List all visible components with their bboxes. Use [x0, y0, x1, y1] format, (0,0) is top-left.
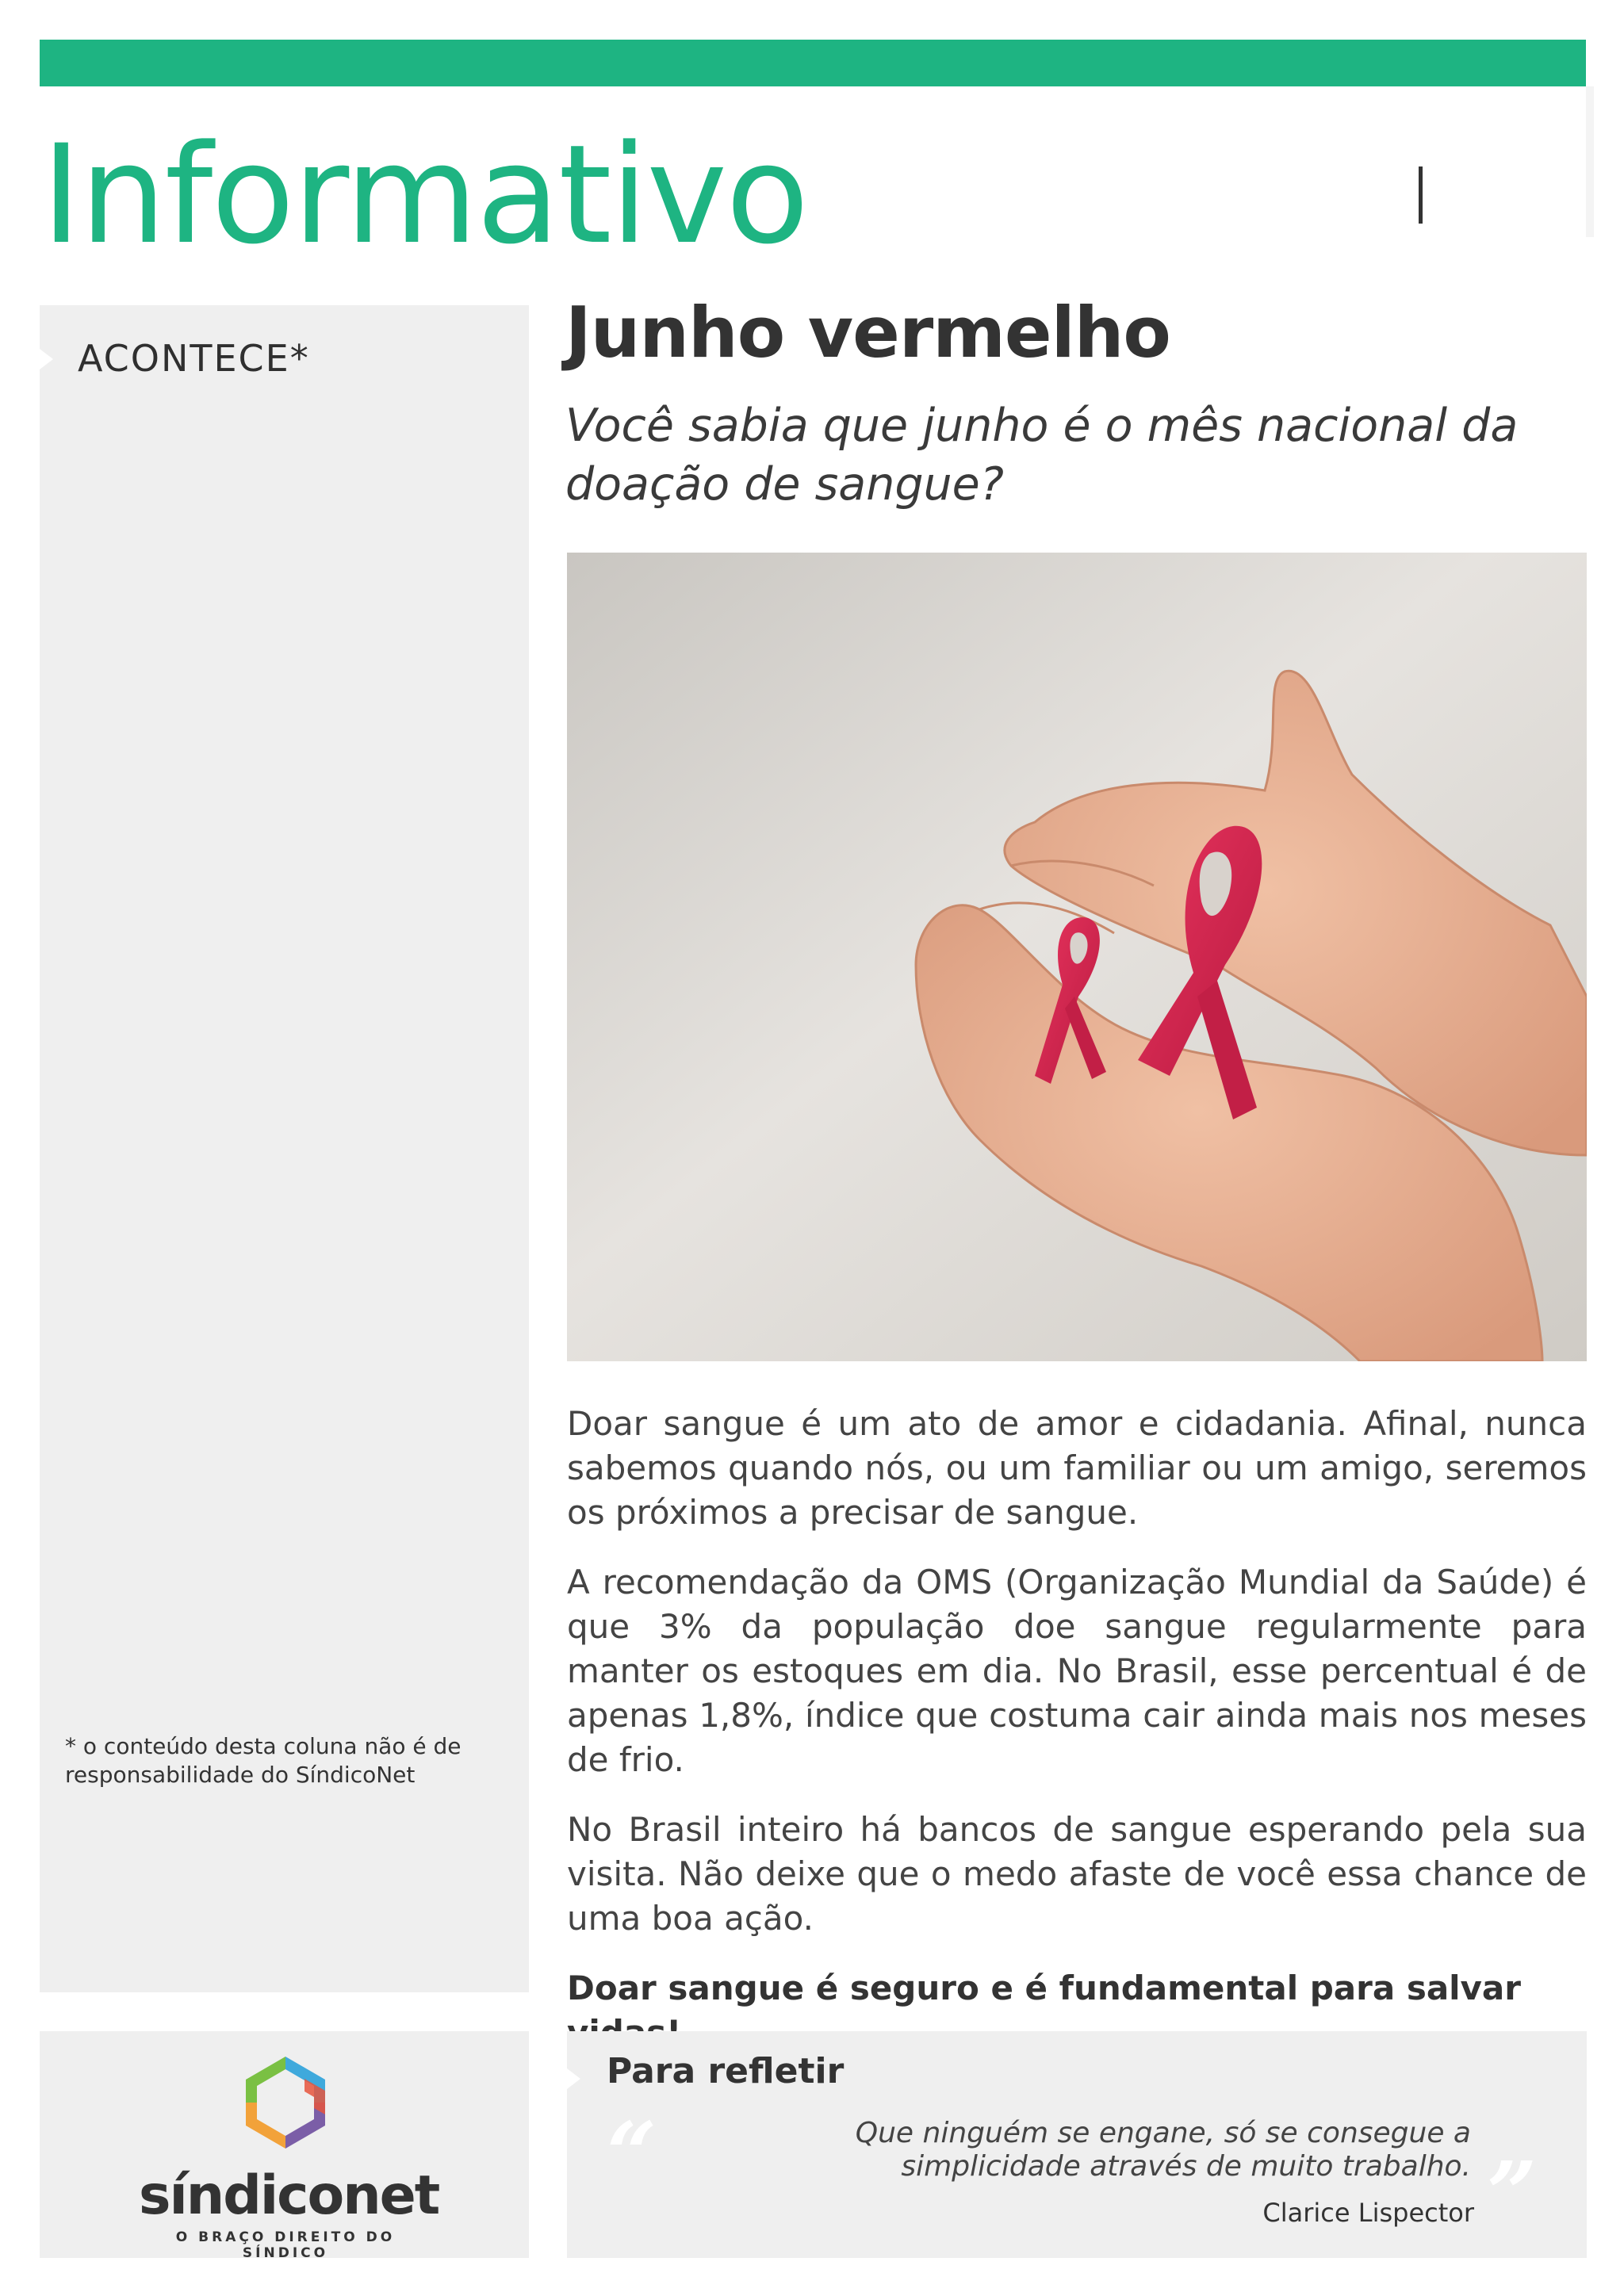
article-paragraph: No Brasil inteiro há bancos de sangue esperando pela sua visita. Não deixe que o medo afaste de você essa chance de uma boa ação.: [567, 1810, 1587, 1938]
section-marker-icon: [567, 2068, 580, 2089]
article-paragraph: Doar sangue é um ato de amor e cidadania. Afinal, nunca sabemos quando nós, ou um familiar ou um amigo, seremos os próximos a precisar de sangue.: [567, 1404, 1587, 1532]
article-body: [567, 1402, 1587, 2080]
sidebar-acontece: [40, 305, 529, 1992]
header-side-strip: [1586, 86, 1594, 237]
header-accent-bar: [40, 40, 1586, 86]
brand-tagline: O BRAÇO DIREITO DO SÍNDICO: [175, 2229, 396, 2261]
edition-divider: [1419, 166, 1423, 224]
article-subtitle: Você sabia que junho é o mês nacional da doação de sangue?: [565, 400, 1519, 511]
sidebar-title: ACONTECE*: [78, 337, 310, 380]
close-quote-icon: ”: [1487, 2142, 1538, 2244]
quote-heading: Para refletir: [607, 2051, 845, 2091]
brand-logo-box: [40, 2031, 529, 2261]
quote-text: Que ninguém se engane, só se consegue a simplicidade através de muito trabalho.: [855, 2117, 1471, 2183]
section-marker-icon: [40, 349, 53, 369]
article-title: Junho vermelho: [565, 292, 1170, 373]
quote-author: Clarice Lispector: [1262, 2198, 1474, 2228]
open-quote-icon: “: [607, 2103, 657, 2205]
brand-name: síndiconet: [139, 2164, 439, 2227]
article-paragraph: A recomendação da OMS (Organização Mundial da Saúde) é que 3% da população doe sangue regularmente para manter os estoques em dia. No Brasil, esse percentual é de apenas 1,8%, índice que costuma cair ainda mais nos meses de frio.: [567, 1563, 1587, 1779]
page-title: Informativo: [41, 115, 808, 274]
quote-box: [567, 2031, 1587, 2258]
article-closing: Doar sangue é seguro e é fundamental para salvar: [567, 1969, 1521, 2007]
brand-logo: [139, 2053, 439, 2261]
hexagon-logo-icon: [139, 2053, 432, 2156]
sidebar-footnote: * o conteúdo desta coluna não é de responsabilidade do SíndicoNet: [65, 1733, 462, 1788]
article-photo: [567, 553, 1587, 1361]
